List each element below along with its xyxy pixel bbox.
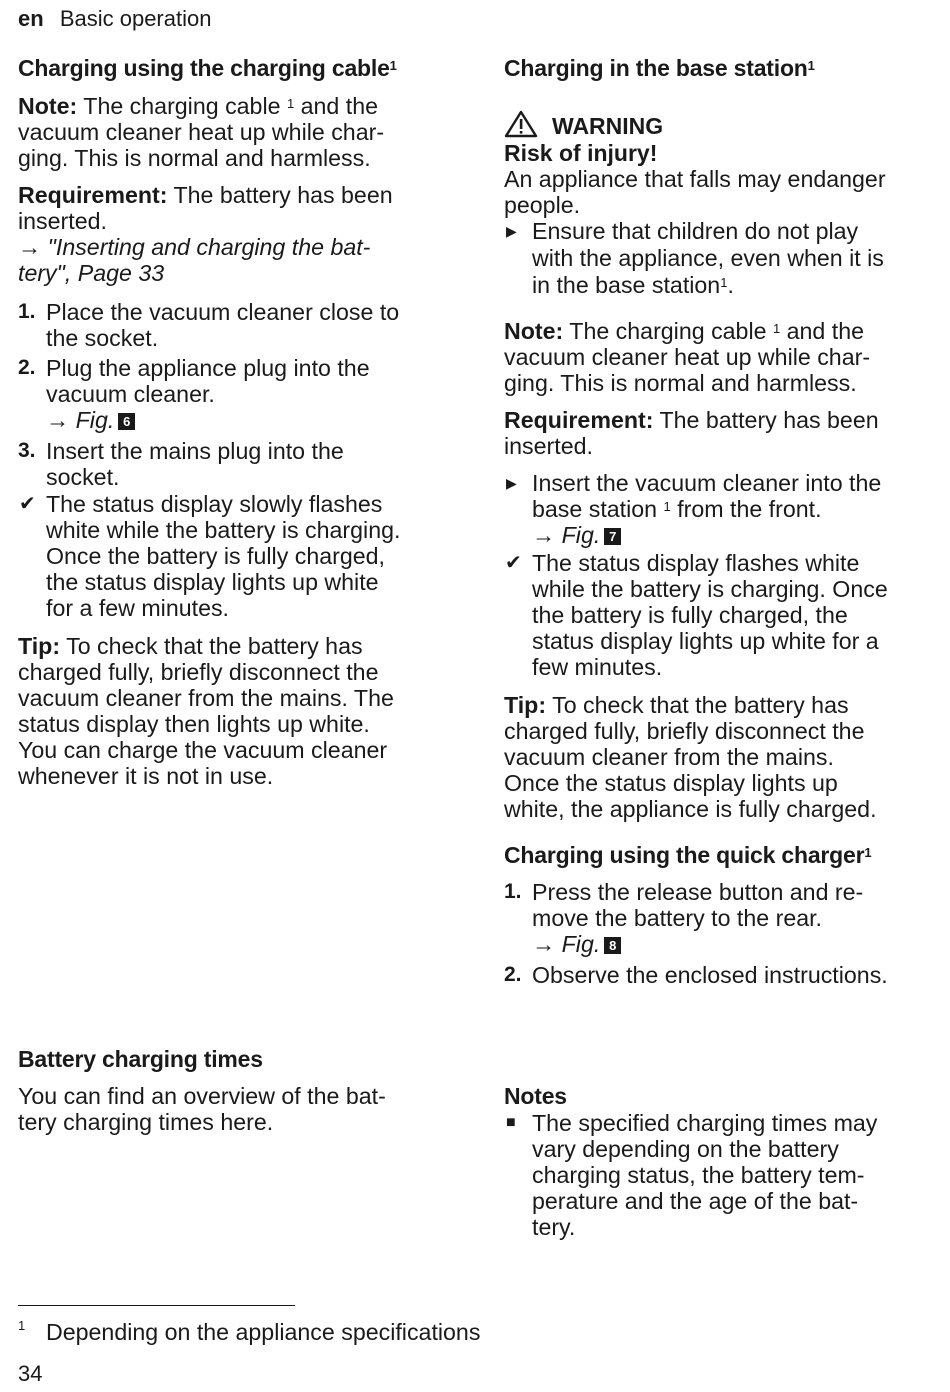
step-3-line1: Insert the mains plug into the	[46, 438, 344, 464]
tip-line1: Tip: To check that the battery has	[18, 633, 363, 659]
step-number: 3.	[18, 439, 36, 462]
tip-line: status display then lights up white.	[18, 711, 370, 737]
result-line: Once the battery is fully charged,	[46, 543, 385, 569]
step-number: 2.	[504, 963, 522, 986]
warning-title: WARNING	[504, 110, 663, 145]
figure-reference-8: → Fig. 8	[532, 931, 621, 957]
charging-times-line1: You can find an overview of the bat-	[18, 1083, 386, 1109]
step-number: 1.	[18, 300, 36, 323]
figure-number-badge: 7	[604, 528, 621, 545]
result-line: white while the battery is charging.	[46, 517, 401, 543]
step-1-line1: Place the vacuum cleaner close to	[46, 299, 400, 325]
result-line: The status display slowly flashes	[46, 491, 383, 517]
tip-line: You can charge the vacuum cleaner	[18, 737, 388, 763]
step-number: 1.	[504, 880, 522, 903]
result-line: The status display flashes white	[532, 550, 860, 576]
note-cable-line3: ging. This is normal and harmless.	[18, 145, 371, 171]
result-line: few minutes.	[532, 654, 663, 680]
notes-line: vary depending on the battery	[532, 1136, 839, 1162]
heading-quick-charger: Charging using the quick charger$^1$	[504, 842, 872, 868]
note-base-line1: Note: The charging cable $^1$ and the	[504, 318, 865, 344]
heading-notes: Notes	[504, 1083, 567, 1109]
bullet-triangle-icon: ▶	[506, 223, 517, 239]
bullet-triangle-icon: ▶	[506, 475, 517, 491]
notes-line: charging status, the battery tem-	[532, 1162, 865, 1188]
notes-line: tery.	[532, 1214, 576, 1240]
tip-line: white, the appliance is fully charged.	[504, 796, 877, 822]
warning-bullet-line3: in the base station$^1$.	[532, 272, 734, 298]
cross-reference-line1: → "Inserting and charging the bat-	[18, 234, 371, 260]
warning-line1: An appliance that falls may endanger	[504, 166, 886, 192]
result-line: the battery is fully charged, the	[532, 602, 848, 628]
result-line: the status display lights up white	[46, 569, 379, 595]
tip-line: vacuum cleaner from the mains.	[504, 744, 834, 770]
quick-step-1-line2: move the battery to the rear.	[532, 905, 823, 931]
result-line: status display lights up white for a	[532, 628, 879, 654]
step-number: 2.	[18, 356, 36, 379]
quick-step-2-line1: Observe the enclosed instructions.	[532, 962, 888, 988]
note-base-line2: vacuum cleaner heat up while char-	[504, 344, 871, 370]
base-step-line1: Insert the vacuum cleaner into the	[532, 470, 882, 496]
footnote-divider	[18, 1305, 295, 1306]
warning-subtitle: Risk of injury!	[504, 140, 658, 166]
result-line: for a few minutes.	[46, 595, 229, 621]
heading-battery-charging-times: Battery charging times	[18, 1046, 263, 1072]
heading-charging-cable: Charging using the charging cable$^1$	[18, 55, 397, 81]
running-header	[18, 6, 211, 32]
tip-line: vacuum cleaner from the mains. The	[18, 685, 394, 711]
step-3-line2: socket.	[46, 464, 120, 490]
footnote-text: Depending on the appliance specifications	[46, 1319, 481, 1345]
requirement-line1: Requirement: The battery has been	[18, 182, 393, 208]
warning-line2: people.	[504, 192, 581, 218]
tip-line: charged fully, briefly disconnect the	[18, 659, 379, 685]
footnote-mark: 1	[18, 1318, 26, 1333]
warning-bullet-line2: with the appliance, even when it is	[532, 245, 884, 271]
requirement-base-line1: Requirement: The battery has been	[504, 407, 879, 433]
tip-line: charged fully, briefly disconnect the	[504, 718, 865, 744]
figure-reference-7: → Fig. 7	[532, 522, 621, 548]
notes-line: The specified charging times may	[532, 1110, 878, 1136]
figure-number-badge: 6	[118, 413, 135, 430]
language-code: en	[18, 6, 44, 31]
charging-times-line2: tery charging times here.	[18, 1109, 274, 1135]
figure-reference-6: → Fig. 6	[46, 407, 135, 433]
tip-line: Once the status display lights up	[504, 770, 838, 796]
requirement-line2: inserted.	[18, 208, 107, 234]
check-icon: ✔	[19, 493, 36, 515]
tip-line: whenever it is not in use.	[18, 763, 274, 789]
check-icon: ✔	[505, 552, 522, 574]
base-step-line2: base station $^1$ from the front.	[532, 496, 822, 522]
step-2-line1: Plug the appliance plug into the	[46, 355, 370, 381]
result-line: while the battery is charging. Once	[532, 576, 888, 602]
requirement-base-line2: inserted.	[504, 433, 593, 459]
tip-base-line1: Tip: To check that the battery has	[504, 692, 849, 718]
quick-step-1-line1: Press the release button and re-	[532, 879, 864, 905]
page-number: 34	[18, 1361, 43, 1386]
notes-line: perature and the age of the bat-	[532, 1188, 859, 1214]
section-name: Basic operation	[59, 6, 212, 31]
heading-base-station: Charging in the base station$^1$	[504, 55, 815, 81]
note-cable-line2: vacuum cleaner heat up while char-	[18, 119, 385, 145]
step-2-line2: vacuum cleaner.	[46, 381, 215, 407]
note-base-line3: ging. This is normal and harmless.	[504, 370, 857, 396]
cross-reference-line2: tery", Page 33	[18, 260, 165, 286]
warning-bullet-line1: Ensure that children do not play	[532, 218, 859, 244]
step-1-line2: the socket.	[46, 325, 159, 351]
figure-number-badge: 8	[604, 937, 621, 954]
note-cable-line1: Note: The charging cable $^1$ and the	[18, 93, 379, 119]
bullet-square-icon: ■	[506, 1114, 516, 1131]
